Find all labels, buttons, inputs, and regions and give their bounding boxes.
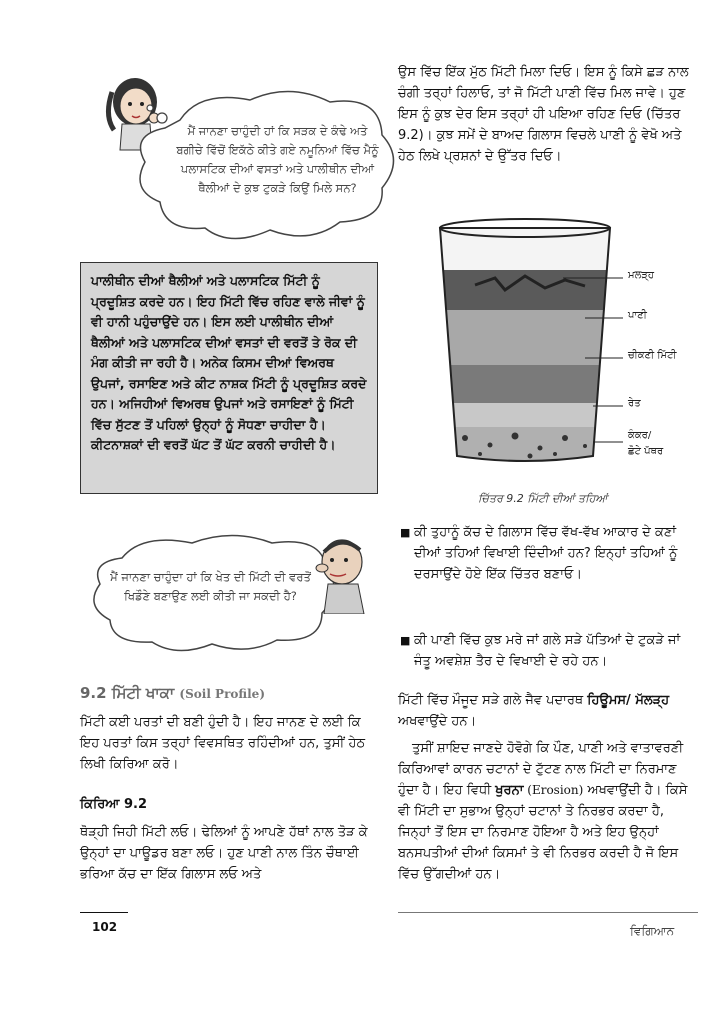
footer-rule	[80, 912, 128, 913]
section-heading	[80, 684, 265, 702]
soil-glass-diagram	[435, 210, 705, 472]
humus-para	[398, 690, 698, 732]
page-number: 102	[92, 920, 118, 934]
erosion-en: (Erosion)	[523, 783, 584, 797]
right-para-1: ਉਸ ਵਿੱਚ ਇੱਕ ਮੁੱਠ ਮਿੱਟੀ ਮਿਲਾ ਦਿਓ। ਇਸ ਨੂੰ ਕਿਸੇ ਛੜ ਨਾਲ ਚੰਗੀ ਤਰ੍ਹਾਂ ਹਿਲਾਓ, ਤਾਂ ਜੋ ਮਿੱਟੀ ਪਾਣੀ ਵਿੱਚ ਮਿਲ ਜਾਵੇ। ਹੁਣ ਇਸ ਨੂੰ ਕੁਝ ਦੇਰ ਇਸ ਤਰ੍ਹਾਂ ਹੀ ਪਇਆ ਰਹਿਣ ਦਿਓ (ਚਿੱਤਰ 9.2)। ਕੁਝ ਸਮੇਂ ਦੇ ਬਾਅਦ ਗਿਲਾਸ ਵਿਚਲੇ ਪਾਣੀ ਨੂੰ ਵੇਖੋ ਅਤੇ ਹੇਠ ਲਿਖੇ ਪ੍ਰਸ਼ਨਾਂ ਦੇ ਉੱਤਰ ਦਿਓ।	[398, 65, 689, 164]
bullet-1-marker: ■	[400, 526, 411, 539]
activity-text: ਥੋੜ੍ਹੀ ਜਿਹੀ ਮਿੱਟੀ ਲਓ। ਢੇਲਿਆਂ ਨੂੰ ਆਪਣੇ ਹੱਥਾਂ ਨਾਲ ਤੋੜ ਕੇ ਉਨ੍ਹਾਂ ਦਾ ਪਾਊਡਰ ਬਣਾ ਲਓ। ਹੁਣ ਪਾਣੀ ਨਾਲ ਤਿੰਨ ਚੌਥਾਈ ਭਰਿਆ ਕੱਚ ਦਾ ਇੱਕ ਗਿਲਾਸ ਲਓ ਅਤੇ	[80, 825, 368, 882]
bullet-1-text: ਕੀ ਤੁਹਾਨੂੰ ਕੱਚ ਦੇ ਗਿਲਾਸ ਵਿੱਚ ਵੱਖ-ਵੱਖ ਆਕਾਰ ਦੇ ਕਣਾਂ ਦੀਆਂ ਤਹਿਆਂ ਵਿਖਾਈ ਦਿੰਦੀਆਂ ਹਨ? ਇਨ੍ਹਾਂ ਤਹਿਆਂ ਨੂੰ ਦਰਸਾਉਂਦੇ ਹੋਏ ਇੱਕ ਚਿੱਤਰ ਬਣਾਓ।	[414, 525, 678, 582]
erosion-pre: ਤੁਸੀਂ ਸ਼ਾਇਦ ਜਾਣਦੇ ਹੋਵੋਗੇ ਕਿ ਪੌਣ, ਪਾਣੀ ਅਤੇ ਵਾਤਾਵਰਣੀ ਕਿਰਿਆਵਾਂ ਕਾਰਨ ਚਟਾਨਾਂ ਦੇ ਟੁੱਟਣ ਨਾਲ ਮਿੱਟੀ ਦਾ ਨਿਰਮਾਣ ਹੁੰਦਾ ਹੈ। ਇਹ ਵਿਧੀ	[398, 741, 684, 798]
activity-title: ਕਿਰਿਆ 9.2	[80, 797, 147, 812]
footer-subject: ਵਿਗਿਆਨ	[630, 924, 675, 938]
figure-caption: ਚਿੱਤਰ 9.2 ਮਿੱਟੀ ਦੀਆਂ ਤਹਿਆਂ	[478, 492, 608, 505]
cloud-2-text: ਮੈਂ ਜਾਨਣਾ ਚਾਹੁੰਦਾ ਹਾਂ ਕਿ ਖੇਤ ਦੀ ਮਿੱਟੀ ਦੀ ਵਰਤੋਂ ਖਿਡੌਣੇ ਬਣਾਉਣ ਲਈ ਕੀਤੀ ਜਾ ਸਕਦੀ ਹੈ?	[110, 570, 311, 603]
bullet-1	[400, 522, 698, 585]
section-heading-text: 9.2 ਮਿੱਟੀ ਖਾਕਾ	[80, 684, 175, 702]
label-water: ਪਾਣੀ	[628, 310, 647, 321]
pollution-info-text: ਪਾਲੀਥੀਨ ਦੀਆਂ ਥੈਲੀਆਂ ਅਤੇ ਪਲਾਸਟਿਕ ਮਿੱਟੀ ਨੂੰ ਪ੍ਰਦੂਸ਼ਿਤ ਕਰਦੇ ਹਨ। ਇਹ ਮਿੱਟੀ ਵਿੱਚ ਰਹਿਣ ਵਾਲੇ ਜੀਵਾਂ ਨੂੰ ਵੀ ਹਾਨੀ ਪਹੁੰਚਾਉਂਦੇ ਹਨ। ਇਸ ਲਈ ਪਾਲੀਥੀਨ ਦੀਆਂ ਥੈਲੀਆਂ ਅਤੇ ਪਲਾਸਟਿਕ ਦੀਆਂ ਵਸਤਾਂ ਦੀ ਵਰਤੋਂ ਤੇ ਰੋਕ ਦੀ ਮੰਗ ਕੀਤੀ ਜਾ ਰਹੀ ਹੈ। ਅਨੇਕ ਕਿਸਮ ਦੀਆਂ ਵਿਅਰਥ ਉਪਜਾਂ, ਰਸਾਇਣ ਅਤੇ ਕੀਟ ਨਾਸ਼ਕ ਮਿੱਟੀ ਨੂੰ ਪ੍ਰਦੂਸ਼ਿਤ ਕਰਦੇ ਹਨ। ਅਜਿਹੀਆਂ ਵਿਅਰਥ ਉਪਜਾਂ ਅਤੇ ਰਸਾਇਣਾਂ ਨੂੰ ਮਿੱਟੀ ਵਿੱਚ ਸੁੱਟਣ ਤੋਂ ਪਹਿਲਾਂ ਉਨ੍ਹਾਂ ਨੂੰ ਸੋਧਣਾ ਚਾਹੀਦਾ ਹੈ। ਕੀਟਨਾਸ਼ਕਾਂ ਦੀ ਵਰਤੋਂ ਘੱਟ ਤੋਂ ਘੱਟ ਕਰਨੀ ਚਾਹੀਦੀ ਹੈ।	[91, 273, 367, 452]
clay-layer	[435, 365, 615, 403]
humus-post: ਅਖਵਾਉਂਦੇ ਹਨ।	[398, 714, 477, 729]
label-gravel-2: ਛੋਟੇ ਪੱਥਰ	[628, 446, 664, 457]
label-clay: ਚੀਕਣੀ ਮਿੱਟੀ	[628, 350, 677, 361]
bullet-2-marker: ■	[400, 634, 411, 647]
erosion-post: ਅਖਵਾਉਂਦੀ ਹੈ। ਕਿਸੇ ਵੀ ਮਿੱਟੀ ਦਾ ਸੁਭਾਅ ਉਨ੍ਹਾਂ ਚਟਾਨਾਂ ਤੇ ਨਿਰਭਰ ਕਰਦਾ ਹੈ, ਜਿਨ੍ਹਾਂ ਤੋਂ ਇਸ ਦਾ ਨਿਰਮਾਣ ਹੋਇਆ ਹੈ ਅਤੇ ਇਹ ਉਨ੍ਹਾਂ ਬਨਸਪਤੀਆਂ ਦੀਆਂ ਕਿਸਮਾਂ ਤੇ ਵੀ ਨਿਰਭਰ ਕਰਦੀ ਹੈ ਜੋ ਇਸ ਵਿੱਚ ਉੱਗਦੀਆਂ ਹਨ।	[398, 783, 688, 882]
pollution-info-box	[80, 262, 378, 494]
humus-pre: ਮਿੱਟੀ ਵਿੱਚ ਮੌਜੂਦ ਸੜੇ ਗਲੇ ਜੈਵ ਪਦਾਰਥ	[398, 693, 588, 708]
humus-term: ਹਿਊਮਸ/ ਮੱਲੜ੍ਹ	[587, 693, 670, 708]
label-humus: ਮਲੜ੍ਹ	[628, 270, 655, 281]
sand-layer	[435, 403, 615, 427]
boy-illustration	[312, 534, 374, 614]
erosion-para	[398, 738, 698, 885]
bullet-2	[400, 630, 698, 672]
erosion-term: ਖੁਰਨਾ	[495, 783, 524, 798]
section-intro: ਮਿੱਟੀ ਕਈ ਪਰਤਾਂ ਦੀ ਬਣੀ ਹੁੰਦੀ ਹੈ। ਇਹ ਜਾਨਣ ਦੇ ਲਈ ਕਿ ਇਹ ਪਰਤਾਂ ਕਿਸ ਤਰ੍ਹਾਂ ਵਿਵਸਥਿਤ ਰਹਿੰਦੀਆਂ ਹਨ, ਤੁਸੀਂ ਹੇਠ ਲਿਖੀ ਕਿਰਿਆ ਕਰੋ।	[80, 715, 365, 772]
cloud-1-text: ਮੈਂ ਜਾਨਣਾ ਚਾਹੁੰਦੀ ਹਾਂ ਕਿ ਸੜਕ ਦੇ ਕੰਢੇ ਅਤੇ ਬਗੀਚੇ ਵਿੱਚੋਂ ਇਕੱਠੇ ਕੀਤੇ ਗਏ ਨਮੂਨਿਆਂ ਵਿੱਚ ਮੈਨੂੰ ਪਲਾਸਟਿਕ ਦੀਆਂ ਵਸਤਾਂ ਅਤੇ ਪਾਲੀਥੀਨ ਦੀਆਂ ਥੈਲੀਆਂ ਦੇ ਕੁਝ ਟੁਕੜੇ ਕਿਉਂ ਮਿਲੇ ਸਨ?	[176, 124, 379, 195]
label-gravel-1: ਕੰਕਰ/	[628, 430, 652, 441]
label-sand: ਰੇਤ	[628, 398, 641, 409]
bullet-2-text: ਕੀ ਪਾਣੀ ਵਿੱਚ ਕੁਝ ਮਰੇ ਜਾਂ ਗਲੇ ਸੜੇ ਪੱਤਿਆਂ ਦੇ ਟੁਕੜੇ ਜਾਂ ਜੰਤੂ ਅਵਸ਼ੇਸ਼ ਤੈਰ ਦੇ ਵਿਖਾਈ ਦੇ ਰਹੇ ਹਨ।	[414, 633, 681, 669]
section-heading-en: (Soil Profile)	[179, 687, 265, 701]
footer-rule-right	[398, 912, 698, 913]
